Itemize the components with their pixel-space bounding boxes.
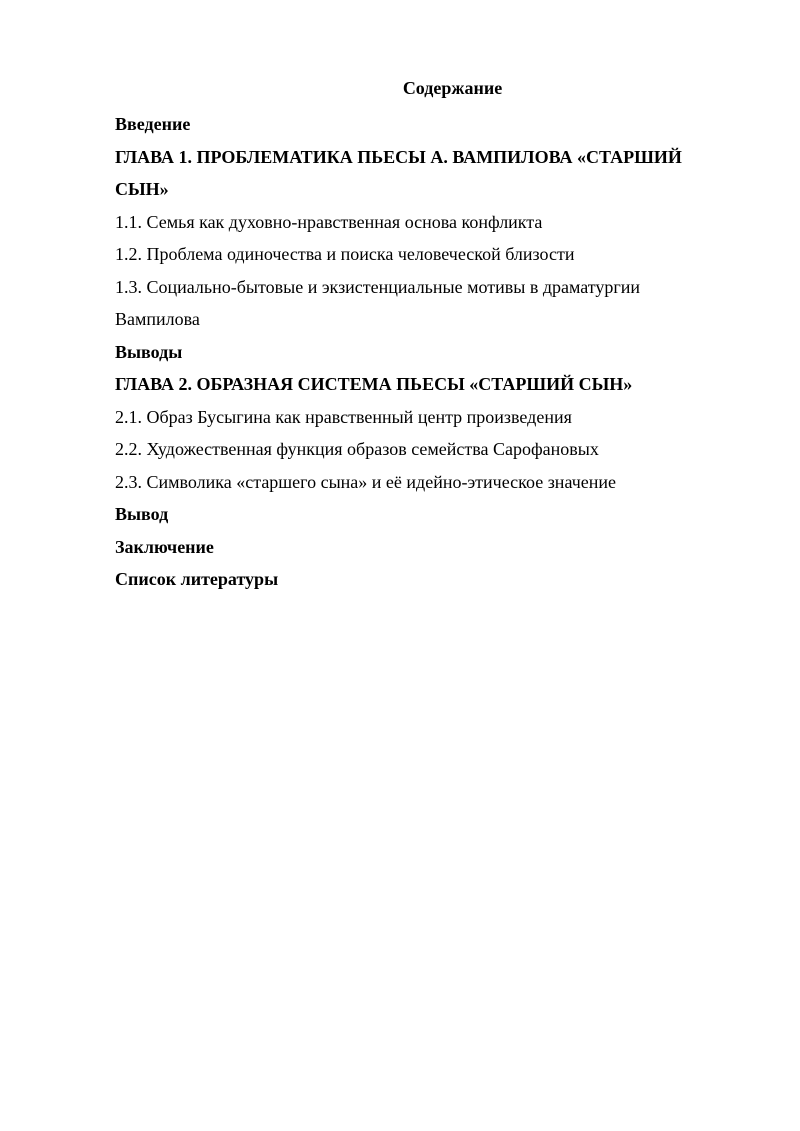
- toc-item-conclusion-2: Вывод: [115, 504, 169, 524]
- toc-item-section-1-1: 1.1. Семья как духовно-нравственная основа конфликта: [115, 211, 543, 232]
- toc-item-chapter-1-title-cont: СЫН»: [115, 179, 169, 199]
- toc-item-section-2-3: 2.3. Символика «старшего сына» и её идейно-этическое значение: [115, 471, 617, 492]
- toc-item-section-2-1: 2.1. Образ Бусыгина как нравственный центр произведения: [115, 406, 572, 427]
- toc-item-section-1-2: 1.2. Проблема одиночества и поиска человеческой близости: [115, 244, 575, 264]
- toc-item-section-1-3: 1.3. Социально-бытовые и экзистенциальные мотивы в драматургии: [115, 276, 641, 297]
- toc-item-introduction: Введение: [115, 114, 191, 134]
- toc-item-conclusions-1: Выводы: [115, 341, 183, 362]
- toc-item-section-2-2: 2.2. Художественная функция образов семейства Сарофановых: [115, 439, 599, 459]
- toc-item-chapter-1-title: ГЛАВА 1. ПРОБЛЕМАТИКА ПЬЕСЫ А. ВАМПИЛОВА «СТАРШИЙ: [115, 146, 682, 167]
- table-of-contents: [115, 108, 725, 596]
- toc-item-chapter-2-title: ГЛАВА 2. ОБРАЗНАЯ СИСТЕМА ПЬЕСЫ «СТАРШИЙ СЫН»: [115, 374, 633, 394]
- toc-item-section-1-3-cont: Вампилова: [115, 309, 200, 329]
- page-title: Содержание: [402, 78, 503, 98]
- toc-item-references: Список литературы: [115, 569, 279, 589]
- toc-item-final-conclusion: Заключение: [115, 536, 214, 557]
